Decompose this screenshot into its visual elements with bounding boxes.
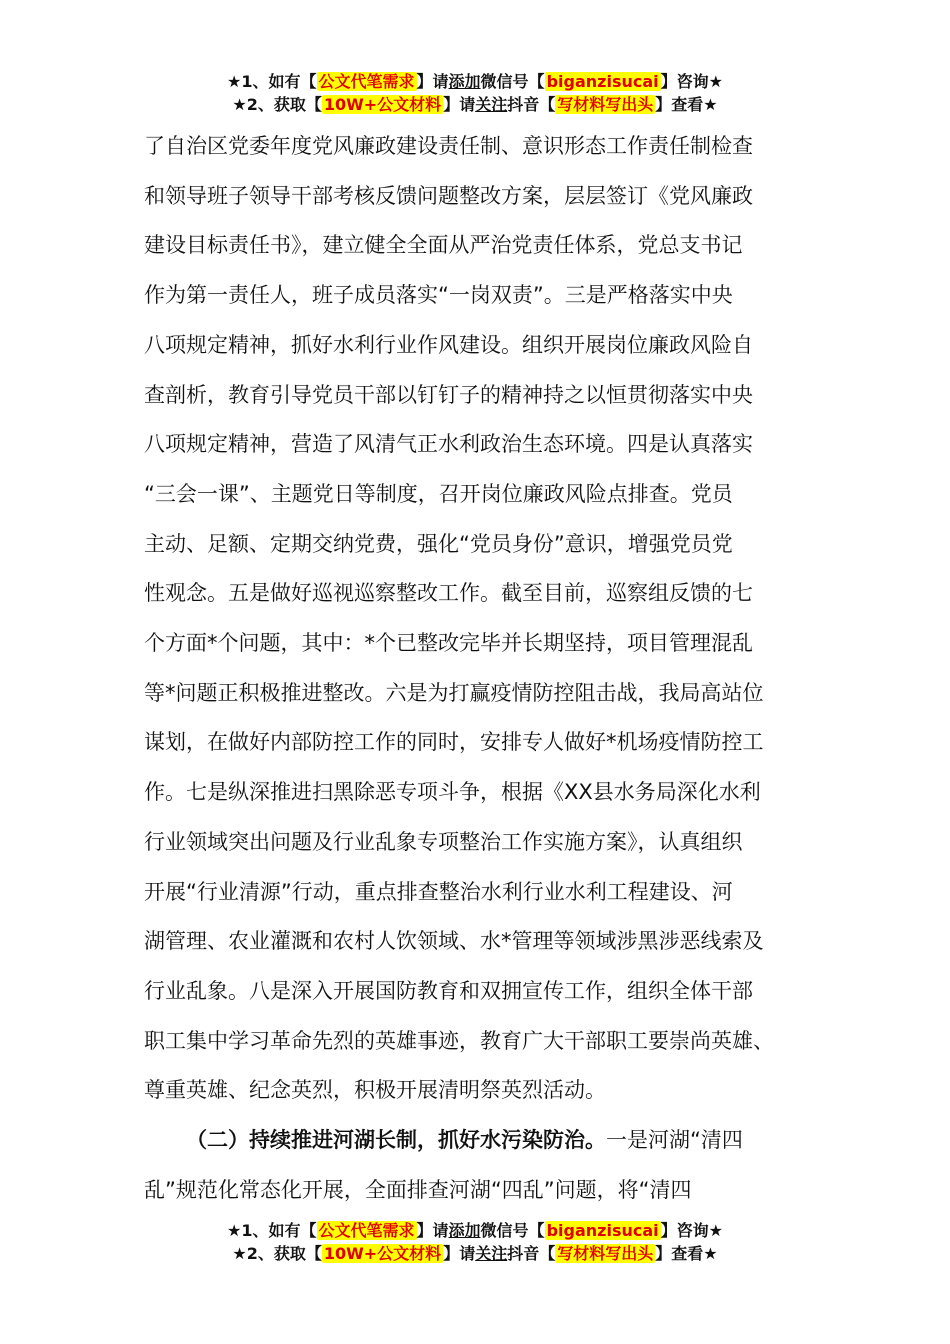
text-line: 查剖析，教育引导党员干部以钉钉子的精神持之以恒贯彻落实中央 xyxy=(144,382,753,407)
banner-text: ★1、如有【 xyxy=(227,72,317,91)
text-line: 主动、足额、定期交纳党费，强化“党员身份”意识，增强党员党 xyxy=(144,531,733,556)
text-line: 湖管理、农业灌溉和农村人饮领域、水*管理等领域涉黑涉恶线索及 xyxy=(144,929,764,954)
text-line: 八项规定精神，抓好水利行业作风建设。组织开展岗位廉政风险自 xyxy=(144,332,753,357)
banner-text: ★1、如有【 xyxy=(227,1221,317,1240)
text-line: 行业领域突出问题及行业乱象专项整治工作实施方案》，认真组织 xyxy=(144,829,743,854)
text-line: 行业乱象。八是深入开展国防教育和双拥宣传工作，组织全体干部 xyxy=(144,978,753,1003)
text-line: 了自治区党委年度党风廉政建设责任制、意识形态工作责任制检查 xyxy=(144,134,753,158)
text-line: 作。七是纵深推进扫黑除恶专项斗争，根据《XX县水务局深化水利 xyxy=(144,780,761,805)
text-line: 乱”规范化常态化开展，全面排查河湖“四乱”问题，将“清四 xyxy=(144,1177,692,1202)
banner-line-1 xyxy=(0,1219,950,1242)
text-line: 尊重英雄、纪念英烈，积极开展清明祭英烈活动。 xyxy=(144,1078,606,1103)
banner-text: ★2、获取【 xyxy=(232,1244,322,1263)
highlight-ghostwriting: 公文代笔需求 xyxy=(318,72,415,91)
header-banner xyxy=(0,70,950,116)
text-line: 建设目标责任书》，建立健全全面从严治党责任体系，党总支书记 xyxy=(144,233,743,258)
banner-line-2 xyxy=(0,1242,950,1265)
text-line: 性观念。五是做好巡视巡察整改工作。截至目前，巡察组反馈的七 xyxy=(144,581,753,606)
footer-banner xyxy=(0,1219,950,1265)
text-line: 开展“行业清源”行动，重点排查整治水利行业水利工程建设、河 xyxy=(144,879,733,904)
banner-line-1 xyxy=(0,70,950,93)
text-line: 等*问题正积极推进整改。六是为打赢疫情防控阻击战，我局高站位 xyxy=(144,680,764,705)
text-line: 职工集中学习革命先烈的英雄事迹，教育广大干部职工要崇尚英雄、 xyxy=(144,1028,774,1053)
text-line: 个方面*个问题，其中：*个已整改完毕并长期坚持，项目管理混乱 xyxy=(144,631,753,656)
text-line: 谋划，在做好内部防控工作的同时，安排专人做好*机场疫情防控工 xyxy=(144,730,764,755)
banner-line-2 xyxy=(0,93,950,116)
banner-text: 微信号【 xyxy=(480,1221,545,1240)
banner-text: 】请 xyxy=(443,1244,476,1263)
underlined-text: 添加 xyxy=(448,1221,481,1240)
highlight-materials: 10W+公文材料 xyxy=(323,1244,442,1263)
banner-text: 】查看★ xyxy=(655,1244,718,1263)
text-run: 一是河湖“清四 xyxy=(606,1128,743,1153)
banner-text: 】咨询★ xyxy=(660,72,723,91)
highlight-wechat-id: biganzisucai xyxy=(546,1221,659,1240)
banner-text: 抖音【 xyxy=(507,1244,556,1263)
text-line: 作为第一责任人，班子成员落实“一岗双责”。三是严格落实中央 xyxy=(144,283,733,308)
document-body xyxy=(144,122,812,1215)
text-line: 和领导班子领导干部考核反馈问题整改方案，层层签订《党风廉政 xyxy=(144,183,753,208)
highlight-wechat-id: biganzisucai xyxy=(546,72,659,91)
banner-text: 】请 xyxy=(416,72,449,91)
section-heading: （二）持续推进河湖长制，抓好水污染防治。 xyxy=(186,1128,606,1153)
highlight-douyin: 写材料写出头 xyxy=(557,95,654,114)
underlined-text: 关注 xyxy=(475,95,508,114)
highlight-douyin: 写材料写出头 xyxy=(557,1244,654,1263)
banner-text: 微信号【 xyxy=(480,72,545,91)
highlight-materials: 10W+公文材料 xyxy=(323,95,442,114)
paragraph-2 xyxy=(144,1116,812,1215)
banner-text: 】查看★ xyxy=(655,95,718,114)
banner-text: ★2、获取【 xyxy=(232,95,322,114)
text-line: “三会一课”、主题党日等制度，召开岗位廉政风险点排查。党员 xyxy=(144,481,733,506)
text-line: 八项规定精神，营造了风清气正水利政治生态环境。四是认真落实 xyxy=(144,432,753,457)
banner-text: 抖音【 xyxy=(507,95,556,114)
banner-text: 】咨询★ xyxy=(660,1221,723,1240)
text-line xyxy=(144,1116,812,1166)
underlined-text: 关注 xyxy=(475,1244,508,1263)
banner-text: 】请 xyxy=(443,95,476,114)
banner-text: 】请 xyxy=(416,1221,449,1240)
paragraph-1 xyxy=(144,122,812,1116)
underlined-text: 添加 xyxy=(448,72,481,91)
highlight-ghostwriting: 公文代笔需求 xyxy=(318,1221,415,1240)
